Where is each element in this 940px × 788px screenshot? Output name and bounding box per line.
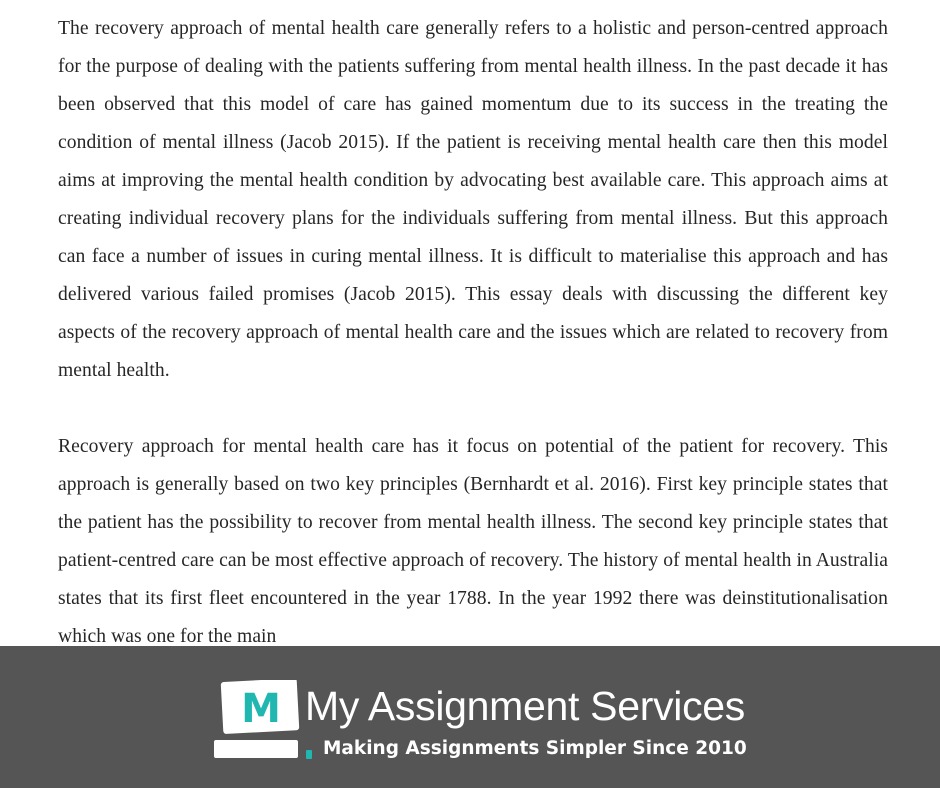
paragraph-1: The recovery approach of mental health care generally refers to a holistic and person-centred approach for the purpose of dealing with the patients suffering from mental health illness. In the past decade it has been observed that this model of care has gained momentum due to its success in the treating the condition of mental illness (Jacob 2015). If the patient is receiving mental health care then this model aims at improving the mental health condition by advocating best available care. This approach aims at creating individual recovery plans for the individuals suffering from mental illness. But this approach can face a number of issues in curing mental illness. It is difficult to materialise this approach and has delivered various failed promises (Jacob 2015). This essay deals with discussing the different key aspects of the recovery approach of mental health care and the issues which are related to recovery from mental health. — [58, 18, 888, 381]
brand-name: My Assignment Services — [305, 683, 745, 729]
brand-footer — [0, 646, 940, 788]
paragraph-2: Recovery approach for mental health care has it focus on potential of the patient for recovery. This approach is generally based on two key principles (Bernhardt et al. 2016). First key principle states that the patient has the possibility to recover from mental health illness. The second key principle states that patient-centred care can be most effective approach of recovery. The history of mental health in Australia states that its first fleet encountered in the year 1788. In the year 1992 there was deinstitutionalisation which was one for the main — [58, 436, 888, 646]
logo-letter: M — [241, 686, 281, 732]
laptop-logo-icon — [214, 680, 304, 762]
brand-tagline: Making Assignments Simpler Since 2010 — [323, 738, 747, 759]
cursor-icon — [306, 750, 312, 759]
